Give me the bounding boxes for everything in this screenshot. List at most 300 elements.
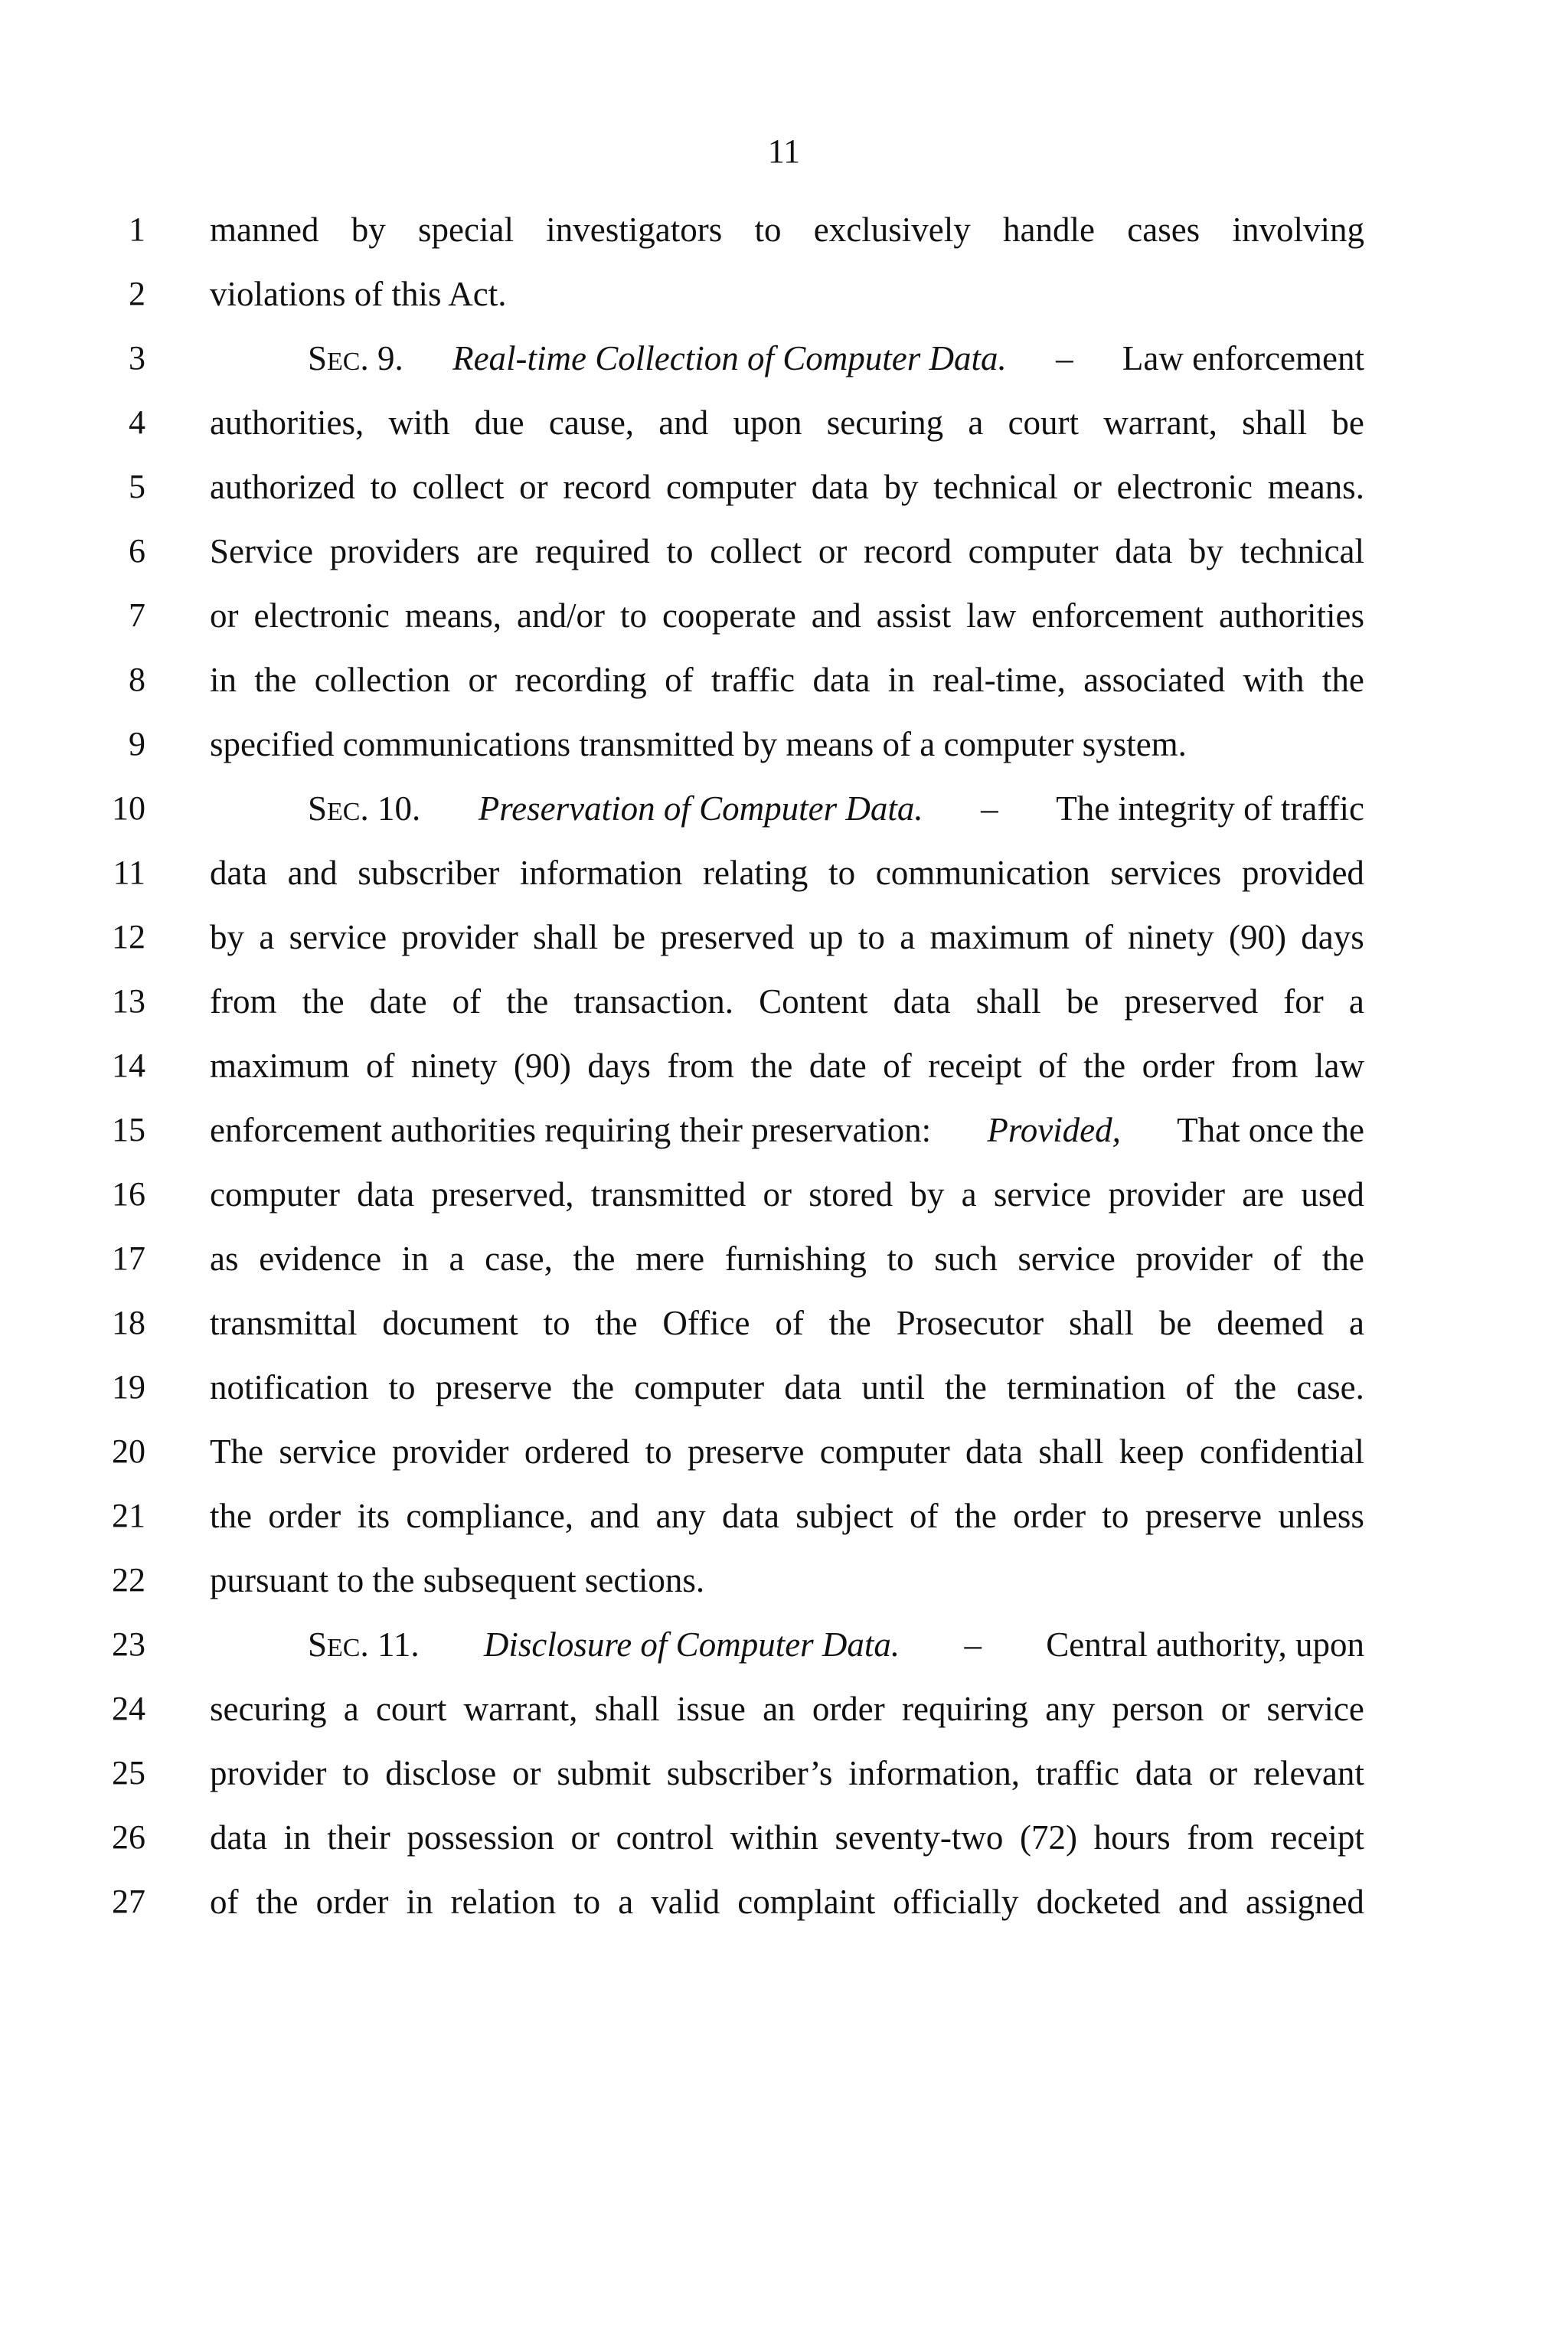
line-text — [210, 1879, 1364, 1925]
word: provider — [1135, 1240, 1253, 1278]
word: data — [357, 1175, 415, 1214]
word: recording — [514, 661, 647, 699]
word: provided — [1241, 854, 1364, 892]
word: and/or — [517, 596, 605, 635]
word: or — [1220, 1690, 1250, 1728]
word: or — [1073, 468, 1102, 506]
word: from — [1231, 1047, 1298, 1085]
word: shall — [1038, 1432, 1104, 1471]
word: data — [965, 1432, 1023, 1471]
word: confidential — [1199, 1432, 1364, 1471]
word: technical — [1240, 532, 1364, 570]
word: from — [1187, 1818, 1254, 1857]
line-text — [210, 1043, 1364, 1089]
word: preserve — [688, 1432, 805, 1471]
line-text: pursuant to the subsequent sections. — [210, 1561, 705, 1599]
word: electronic — [1116, 468, 1253, 506]
text-line — [0, 978, 1568, 1043]
line-text — [210, 207, 1364, 253]
section-dash: – — [1056, 339, 1073, 377]
line-number: 27 — [112, 1883, 145, 1920]
word: and — [590, 1497, 640, 1535]
word: and — [811, 596, 861, 635]
word: collection — [314, 661, 451, 699]
word: order — [1013, 1497, 1086, 1535]
word: court — [1008, 403, 1080, 442]
word: Service — [210, 532, 313, 570]
word: to — [645, 1432, 672, 1471]
section-dash: – — [981, 789, 998, 828]
word: in — [406, 1883, 433, 1921]
word: court — [375, 1690, 447, 1728]
word: the — [750, 1047, 793, 1085]
word: order — [268, 1497, 341, 1535]
text-line — [0, 721, 1568, 786]
word: the — [506, 982, 549, 1021]
word: or — [570, 1818, 600, 1857]
line-text — [210, 657, 1364, 703]
word: of — [910, 1497, 939, 1535]
word: enforcement — [1031, 596, 1204, 635]
line-text — [210, 1171, 1364, 1217]
word: preserved — [1124, 982, 1259, 1021]
line-number: 8 — [129, 661, 145, 698]
word: manned — [210, 211, 319, 249]
word: ninety — [410, 1047, 498, 1085]
word: and — [287, 854, 338, 892]
word: in — [210, 661, 237, 699]
word: record — [864, 532, 952, 570]
word: notification — [210, 1368, 369, 1406]
line-text — [210, 1429, 1364, 1475]
word: case. — [1296, 1368, 1364, 1406]
word: its — [357, 1497, 390, 1535]
line-number: 11 — [113, 854, 145, 891]
line-number: 1 — [129, 211, 145, 248]
word: be — [1331, 403, 1364, 442]
word: with — [388, 403, 450, 442]
word: are — [476, 532, 519, 570]
word: control — [616, 1818, 714, 1857]
word: means. — [1267, 468, 1364, 506]
line-text — [210, 335, 1364, 385]
word: to — [754, 211, 782, 249]
word: receipt — [928, 1047, 1022, 1085]
word: or — [1208, 1754, 1238, 1792]
word: a — [968, 403, 984, 442]
word: computer — [819, 1432, 950, 1471]
word: relation — [450, 1883, 557, 1921]
text-line — [0, 786, 1568, 850]
word: securing — [210, 1690, 327, 1728]
line-number: 17 — [112, 1240, 145, 1277]
text-line — [0, 1750, 1568, 1815]
word: assigned — [1245, 1883, 1364, 1921]
word: involving — [1232, 211, 1364, 249]
word: issue — [676, 1690, 746, 1728]
line-number: 5 — [129, 468, 145, 505]
text-line — [0, 1300, 1568, 1364]
word: warrant, — [1103, 403, 1217, 442]
word: due — [474, 403, 524, 442]
word: in — [401, 1240, 429, 1278]
word: from — [210, 982, 277, 1021]
text-line — [0, 1686, 1568, 1750]
word: of — [365, 1047, 395, 1085]
word: or — [818, 532, 848, 570]
word: data — [210, 1818, 267, 1857]
word: be — [612, 918, 645, 956]
word: subscriber’s — [666, 1754, 833, 1792]
word: a — [961, 1175, 977, 1214]
word: unless — [1278, 1497, 1364, 1535]
word: law — [1315, 1047, 1364, 1085]
text-line — [0, 1107, 1568, 1171]
word: or — [468, 661, 498, 699]
section-label: SEC. 9. — [308, 339, 403, 377]
word: to — [573, 1883, 601, 1921]
word: to — [388, 1368, 416, 1406]
word: date — [369, 982, 427, 1021]
word: Content — [759, 982, 868, 1021]
word: warrant, — [463, 1690, 578, 1728]
word: hours — [1093, 1818, 1171, 1857]
word: traffic — [1035, 1754, 1119, 1792]
word: law — [966, 596, 1017, 635]
word: of — [883, 1047, 912, 1085]
word: The — [210, 1432, 263, 1471]
line-text — [210, 850, 1364, 896]
word: compliance, — [406, 1497, 574, 1535]
word: document — [382, 1304, 518, 1342]
word: associated — [1083, 661, 1226, 699]
section-dash: – — [964, 1625, 982, 1664]
proviso-italic: Provided, — [987, 1111, 1121, 1149]
section-heading: Preservation of Computer Data. — [478, 789, 923, 828]
line-text — [210, 1686, 1364, 1732]
line-number: 23 — [112, 1625, 145, 1663]
line-text: violations of this Act. — [210, 275, 507, 313]
word: by — [1188, 532, 1223, 570]
word: from — [667, 1047, 734, 1085]
word: the — [302, 982, 345, 1021]
word: preserve — [1145, 1497, 1263, 1535]
word: data — [893, 982, 951, 1021]
word: the — [828, 1304, 871, 1342]
word: provider — [1108, 1175, 1225, 1214]
line-number: 22 — [112, 1561, 145, 1599]
word: person — [1112, 1690, 1204, 1728]
word: of — [1272, 1240, 1302, 1278]
word: to — [666, 532, 694, 570]
word: the — [1234, 1368, 1277, 1406]
line-text — [210, 528, 1364, 574]
line-number: 2 — [129, 275, 145, 312]
word: of — [775, 1304, 804, 1342]
word: days — [587, 1047, 651, 1085]
word: disclose — [385, 1754, 497, 1792]
word: provider — [210, 1754, 327, 1792]
text-line — [0, 271, 1568, 335]
word: by — [351, 211, 386, 249]
word: officially — [893, 1883, 1019, 1921]
word: the — [954, 1497, 997, 1535]
line-number: 9 — [129, 725, 145, 763]
word: of — [1038, 1047, 1067, 1085]
word: shall — [975, 982, 1041, 1021]
line-text — [210, 1300, 1364, 1346]
line-text: specified communications transmitted by means of a computer system. — [210, 725, 1187, 763]
word: the — [210, 1497, 252, 1535]
line-text — [210, 1815, 1364, 1860]
line-text — [210, 400, 1364, 446]
word: as — [210, 1240, 239, 1278]
word: a — [1349, 1304, 1364, 1342]
word: an — [763, 1690, 795, 1728]
word: the — [254, 661, 297, 699]
word: providers — [329, 532, 460, 570]
word: communication — [875, 854, 1090, 892]
line-text — [210, 1493, 1364, 1539]
word: data — [721, 1497, 779, 1535]
word: data — [784, 1368, 842, 1406]
text-line — [0, 335, 1568, 400]
word: electronic — [253, 596, 390, 635]
word: shall — [1242, 403, 1308, 442]
document-body — [0, 207, 1568, 1943]
word: transmitted — [590, 1175, 746, 1214]
word: shall — [594, 1690, 660, 1728]
word: stored — [808, 1175, 893, 1214]
word: relating — [702, 854, 808, 892]
text-line — [0, 1364, 1568, 1429]
word: authorities, — [210, 403, 364, 442]
word: days — [1301, 918, 1364, 956]
word: a — [900, 918, 916, 956]
line-text — [210, 593, 1364, 639]
word: technical — [933, 468, 1058, 506]
word: preserve — [435, 1368, 553, 1406]
line-number: 12 — [112, 918, 145, 956]
word: cooperate — [662, 596, 796, 635]
text-line — [0, 1815, 1568, 1879]
word: valid — [651, 1883, 720, 1921]
line-number: 19 — [112, 1368, 145, 1406]
word: the — [1083, 1047, 1126, 1085]
word: order — [315, 1883, 389, 1921]
text-line — [0, 464, 1568, 528]
word: or — [512, 1754, 541, 1792]
word: traffic — [711, 661, 795, 699]
word: in — [283, 1818, 311, 1857]
page-number: 11 — [767, 132, 801, 170]
line-number: 4 — [129, 403, 145, 441]
word: receipt — [1270, 1818, 1364, 1857]
word: authorized — [210, 468, 355, 506]
word: data — [1135, 1754, 1193, 1792]
word: and — [1178, 1883, 1228, 1921]
text-line — [0, 1879, 1568, 1943]
word: requiring — [902, 1690, 1028, 1728]
section-text: Central authority, upon — [1046, 1625, 1364, 1664]
word: computer — [968, 532, 1099, 570]
word: deemed — [1217, 1304, 1325, 1342]
word: used — [1301, 1175, 1364, 1214]
word: the — [595, 1304, 638, 1342]
word: the — [256, 1883, 299, 1921]
word: case, — [485, 1240, 553, 1278]
word: computer — [210, 1175, 340, 1214]
word: furnishing — [724, 1240, 867, 1278]
word: ordered — [524, 1432, 630, 1471]
word: to — [342, 1754, 370, 1792]
text-line — [0, 1622, 1568, 1686]
text-line — [0, 1236, 1568, 1300]
word: subscriber — [358, 854, 500, 892]
word: transaction. — [573, 982, 733, 1021]
word: seventy-two — [835, 1818, 1004, 1857]
line-number: 3 — [129, 339, 145, 377]
word: collect — [412, 468, 505, 506]
word: (72) — [1020, 1818, 1078, 1857]
word: order — [1142, 1047, 1215, 1085]
line-text — [210, 1364, 1364, 1410]
word: docketed — [1036, 1883, 1161, 1921]
text-line — [0, 207, 1568, 271]
word: (90) — [1228, 918, 1286, 956]
line-text — [210, 914, 1364, 960]
word: transmittal — [210, 1304, 358, 1342]
word: special — [418, 211, 514, 249]
word: computer — [634, 1368, 765, 1406]
word: to — [858, 918, 885, 956]
text-line — [0, 1429, 1568, 1493]
word: collect — [710, 532, 802, 570]
word: provider — [401, 918, 518, 956]
word: computer — [666, 468, 796, 506]
section-label: SEC. 10. — [308, 789, 421, 828]
line-number: 7 — [129, 596, 145, 634]
line-number: 14 — [112, 1047, 145, 1084]
word: ninety — [1128, 918, 1214, 956]
word: authorities — [1219, 596, 1364, 635]
word: data — [1115, 532, 1173, 570]
word: assist — [876, 596, 952, 635]
word: preserved, — [431, 1175, 574, 1214]
line-number: 24 — [112, 1690, 145, 1727]
line-text — [210, 1236, 1364, 1282]
word: cases — [1127, 211, 1200, 249]
line-text — [210, 1107, 1364, 1153]
section-text: The integrity of traffic — [1056, 789, 1364, 828]
word: any — [1045, 1690, 1096, 1728]
line-number: 15 — [112, 1111, 145, 1148]
word: means, — [404, 596, 502, 635]
section-text: Law enforcement — [1122, 339, 1364, 377]
text-line — [0, 657, 1568, 721]
word: in — [887, 661, 915, 699]
section-heading: Disclosure of Computer Data. — [483, 1625, 900, 1664]
word: a — [343, 1690, 359, 1728]
word: Prosecutor — [896, 1304, 1044, 1342]
line-number: 26 — [112, 1818, 145, 1856]
text-line — [0, 850, 1568, 914]
word: or — [763, 1175, 792, 1214]
word: data — [210, 854, 267, 892]
section-heading: Real-time Collection of Computer Data. — [452, 339, 1007, 377]
text-line — [0, 1493, 1568, 1557]
text-line — [0, 914, 1568, 978]
word: of — [665, 661, 694, 699]
word: submit — [557, 1754, 651, 1792]
word: data — [811, 468, 869, 506]
line-segment: enforcement authorities requiring their preservation: — [210, 1111, 932, 1149]
word: service — [289, 918, 387, 956]
word: or — [210, 596, 239, 635]
word: the — [1321, 1240, 1364, 1278]
word: of — [210, 1883, 239, 1921]
line-number: 20 — [112, 1432, 145, 1470]
word: be — [1158, 1304, 1192, 1342]
word: such — [934, 1240, 998, 1278]
word: by — [910, 1175, 945, 1214]
word: service — [279, 1432, 377, 1471]
word: a — [618, 1883, 634, 1921]
word: to — [887, 1240, 914, 1278]
word: upon — [733, 403, 802, 442]
word: to — [1102, 1497, 1129, 1535]
word: to — [828, 854, 856, 892]
word: to — [619, 596, 647, 635]
word: real-time, — [933, 661, 1066, 699]
word: of — [1185, 1368, 1215, 1406]
word: date — [808, 1047, 867, 1085]
word: and — [658, 403, 709, 442]
word: information, — [848, 1754, 1020, 1792]
word: complaint — [737, 1883, 876, 1921]
word: are — [1242, 1175, 1285, 1214]
word: handle — [1003, 211, 1095, 249]
line-text — [210, 1622, 1364, 1671]
text-line — [0, 1171, 1568, 1236]
line-text — [210, 464, 1364, 510]
line-text — [210, 978, 1364, 1024]
word: the — [1321, 661, 1364, 699]
line-text — [210, 1750, 1364, 1796]
word: with — [1243, 661, 1305, 699]
word: shall — [533, 918, 599, 956]
word: any — [655, 1497, 706, 1535]
word: to — [370, 468, 397, 506]
line-text — [210, 786, 1364, 835]
word: record — [563, 468, 652, 506]
line-segment: That once the — [1177, 1111, 1364, 1149]
word: exclusively — [813, 211, 971, 249]
word: or — [519, 468, 548, 506]
word: their — [327, 1818, 390, 1857]
word: service — [993, 1175, 1092, 1214]
text-line — [0, 400, 1568, 464]
line-number: 18 — [112, 1304, 145, 1341]
word: securing — [826, 403, 944, 442]
line-number: 10 — [112, 789, 145, 827]
word: information — [519, 854, 683, 892]
word: service — [1266, 1690, 1364, 1728]
word: investigators — [546, 211, 723, 249]
word: Office — [662, 1304, 750, 1342]
word: be — [1066, 982, 1099, 1021]
line-number: 6 — [129, 532, 145, 570]
